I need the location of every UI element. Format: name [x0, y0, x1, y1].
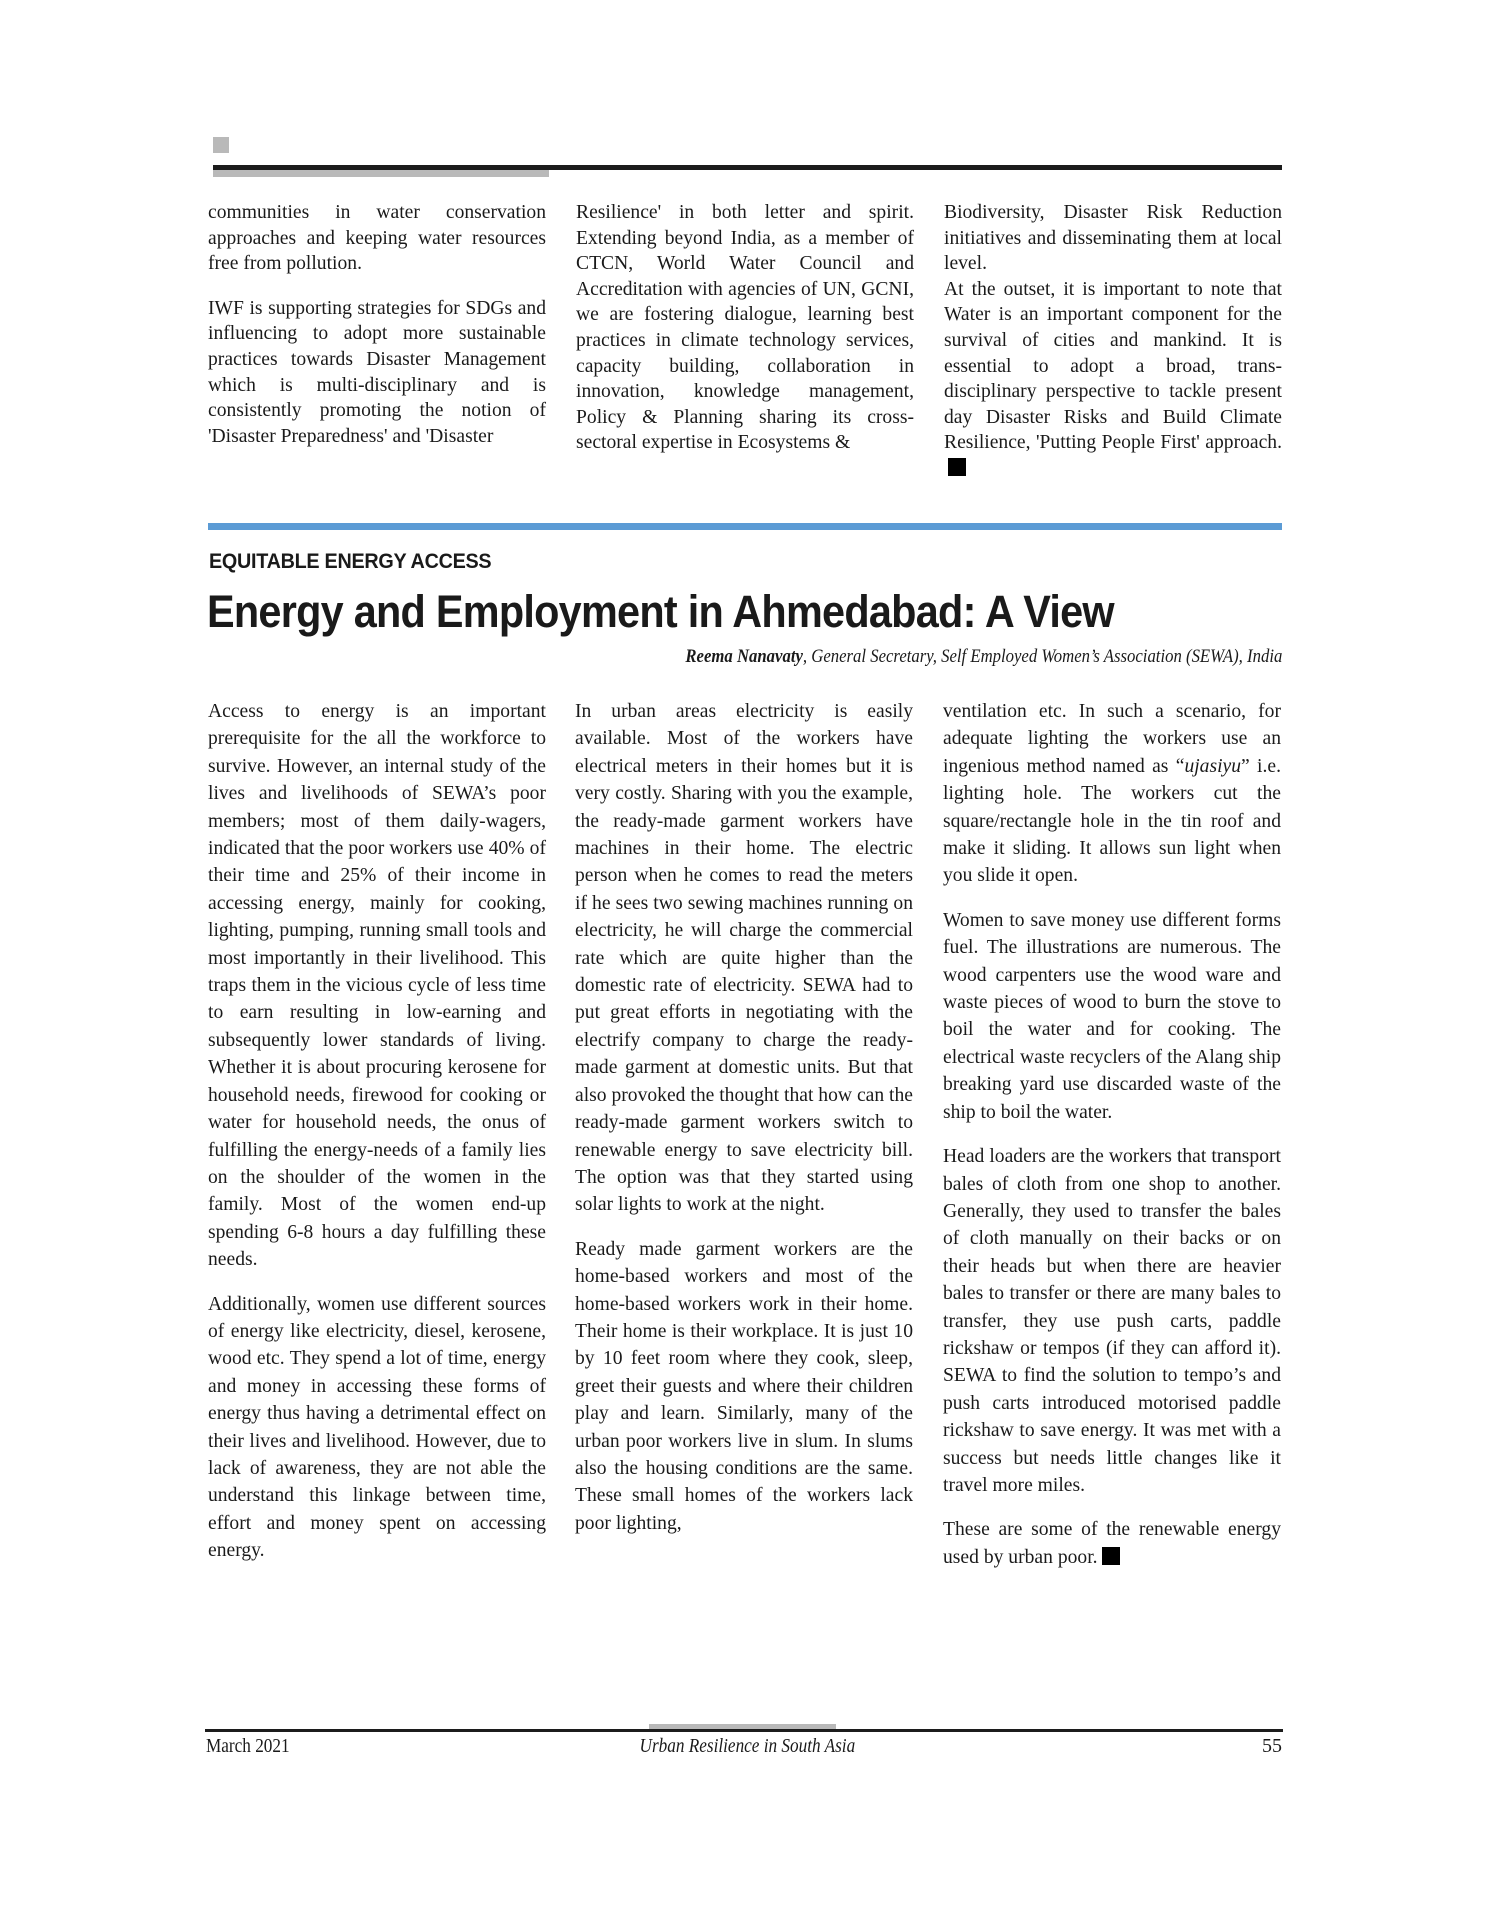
author-name: Reema Nanavaty — [685, 646, 803, 667]
paragraph-text: ” i.e. lighting hole. The workers cut the square/rectangle hole in the tin roof and make it sliding. It allows sun light when you slide it open. — [943, 755, 1281, 887]
paragraph-text: These are some of the renewable energy used by urban poor. — [943, 1519, 1281, 1568]
footer-date: March 2021 — [206, 1735, 290, 1757]
footer-rule — [205, 1729, 1283, 1732]
paragraph: Head loaders are the workers that transport bales of cloth from one shop to another. Generally, they used to transfer the bales of cloth manually on their backs or on their heads but when there are heavier bales to transfer or there are many bales to transfer, they use push carts, paddle rickshaw or tempos (if they can afford it). SEWA to find the solution to tempo’s and push carts introduced motorised paddle rickshaw to save energy. It was met with a success but needs little changes like it travel more miles. — [943, 1146, 1281, 1496]
prev-article-column-2 — [576, 200, 914, 456]
paragraph-with-end-mark — [944, 277, 1282, 482]
article-column-2 — [575, 698, 913, 1554]
page-number: 55 — [1262, 1735, 1282, 1757]
section-divider — [208, 523, 1282, 530]
header-marker-square — [213, 137, 229, 153]
end-of-article-mark-icon — [1102, 1547, 1120, 1565]
header-accent-bar — [213, 170, 549, 177]
paragraph: IWF is supporting strategies for SDGs and influencing to adopt more sustainable practices towards Disaster Management which is multi-disciplinary and is consistently promoting the notion of 'Disaster Preparedness' and 'Disaster — [208, 297, 546, 447]
author-role: , General Secretary, Self Employed Women’s Association (SEWA), India — [802, 646, 1282, 667]
section-label: EQUITABLE ENERGY ACCESS — [209, 549, 492, 573]
paragraph: Biodiversity, Disaster Risk Reduction initiatives and disseminating them at local level. — [944, 202, 1282, 275]
paragraph: communities in water conservation approaches and keeping water resources free from pollution. — [208, 202, 546, 275]
paragraph: In urban areas electricity is easily available. Most of the workers have electrical meters in their homes but it is very costly. Sharing with you the example, the ready-made garment workers have machines in their home. The electric person when he comes to read the meters if he sees two sewing machines running on electricity, he will charge the commercial rate which are quite higher than the domestic rate of electricity. SEWA had to put great efforts in negotiating with the electrify company to charge the ready-made garment at domestic units. But that also provoked the thought that how can the ready-made garment workers switch to renewable energy to save electricity bill. The option was that they started using solar lights to work at the night. — [575, 701, 913, 1216]
article-column-3 — [943, 698, 1281, 1588]
prev-article-column-1 — [208, 200, 546, 449]
term-ujasiyu: ujasiyu — [1184, 755, 1242, 777]
paragraph — [943, 698, 1281, 890]
byline — [685, 646, 1282, 668]
paragraph: Access to energy is an important prerequisite for the all the workforce to survive. However, an internal study of the lives and livelihoods of SEWA’s poor members; most of them daily-wagers, indicated that the poor workers use 40% of their time and 25% of their income in accessing energy, mainly for cooking, lighting, pumping, running small tools and most importantly in their livelihood. This traps them in the vicious cycle of less time to earn resulting in low-earning and subsequently lower standards of living. Whether it is about procuring kerosene for household needs, firewood for cooking or water for household needs, the onus of fulfilling the energy-needs of a family lies on the shoulder of the women in the family. Most of the women end-up spending 6-8 hours a day fulfilling these needs. — [208, 701, 546, 1271]
paragraph: Ready made garment workers are the home-based workers and most of the home-based workers work in their home. Their home is their workplace. It is just 10 by 10 feet room where they cook, sleep, greet their guests and where their children play and learn. Similarly, many of the urban poor workers live in slum. In slums also the housing conditions are the same. These small homes of the workers lack poor lighting, — [575, 1238, 913, 1534]
paragraph: Resilience' in both letter and spirit. Extending beyond India, as a member of CTCN, World Water Council and Accreditation with agencies of UN, GCNI, we are fostering dialogue, learning best practices in climate technology services, capacity building, collaboration in innovation, knowledge management, Policy & Planning sharing its cross-sectoral expertise in Ecosystems & — [576, 202, 914, 454]
paragraph-with-end-mark — [943, 1516, 1281, 1571]
paragraph: Women to save money use different forms fuel. The illustrations are numerous. The wood carpenters use the wood ware and waste pieces of wood to burn the stove to boil the water and for cooking. The electrical waste recyclers of the Alang ship breaking yard use discarded waste of the ship to boil the water. — [943, 909, 1281, 1123]
paragraph-text: At the outset, it is important to note that Water is an important component for the survival of cities and mankind. It is essential to adopt a broad, trans-disciplinary perspective to tackle present day Disaster Risks and Build Climate Resilience, 'Putting People First' approach. — [944, 278, 1282, 454]
article-column-1 — [208, 698, 546, 1582]
publication-name: Urban Resilience in South Asia — [639, 1735, 855, 1757]
paragraph-text: ventilation etc. In such a scenario, for adequate lighting the workers use an ingenious method named as “ — [943, 701, 1281, 777]
prev-article-column-3 — [944, 200, 1282, 482]
end-of-article-mark-icon — [948, 458, 966, 476]
paragraph: Additionally, women use different sources of energy like electricity, diesel, kerosene, wood etc. They spend a lot of time, energy and money in accessing these forms of energy thus having a detrimental effect on their lives and livelihood. However, due to lack of awareness, they are not able the understand this linkage between time, effort and money spent on accessing energy. — [208, 1293, 546, 1562]
article-title: Energy and Employment in Ahmedabad: A View — [207, 586, 1114, 637]
